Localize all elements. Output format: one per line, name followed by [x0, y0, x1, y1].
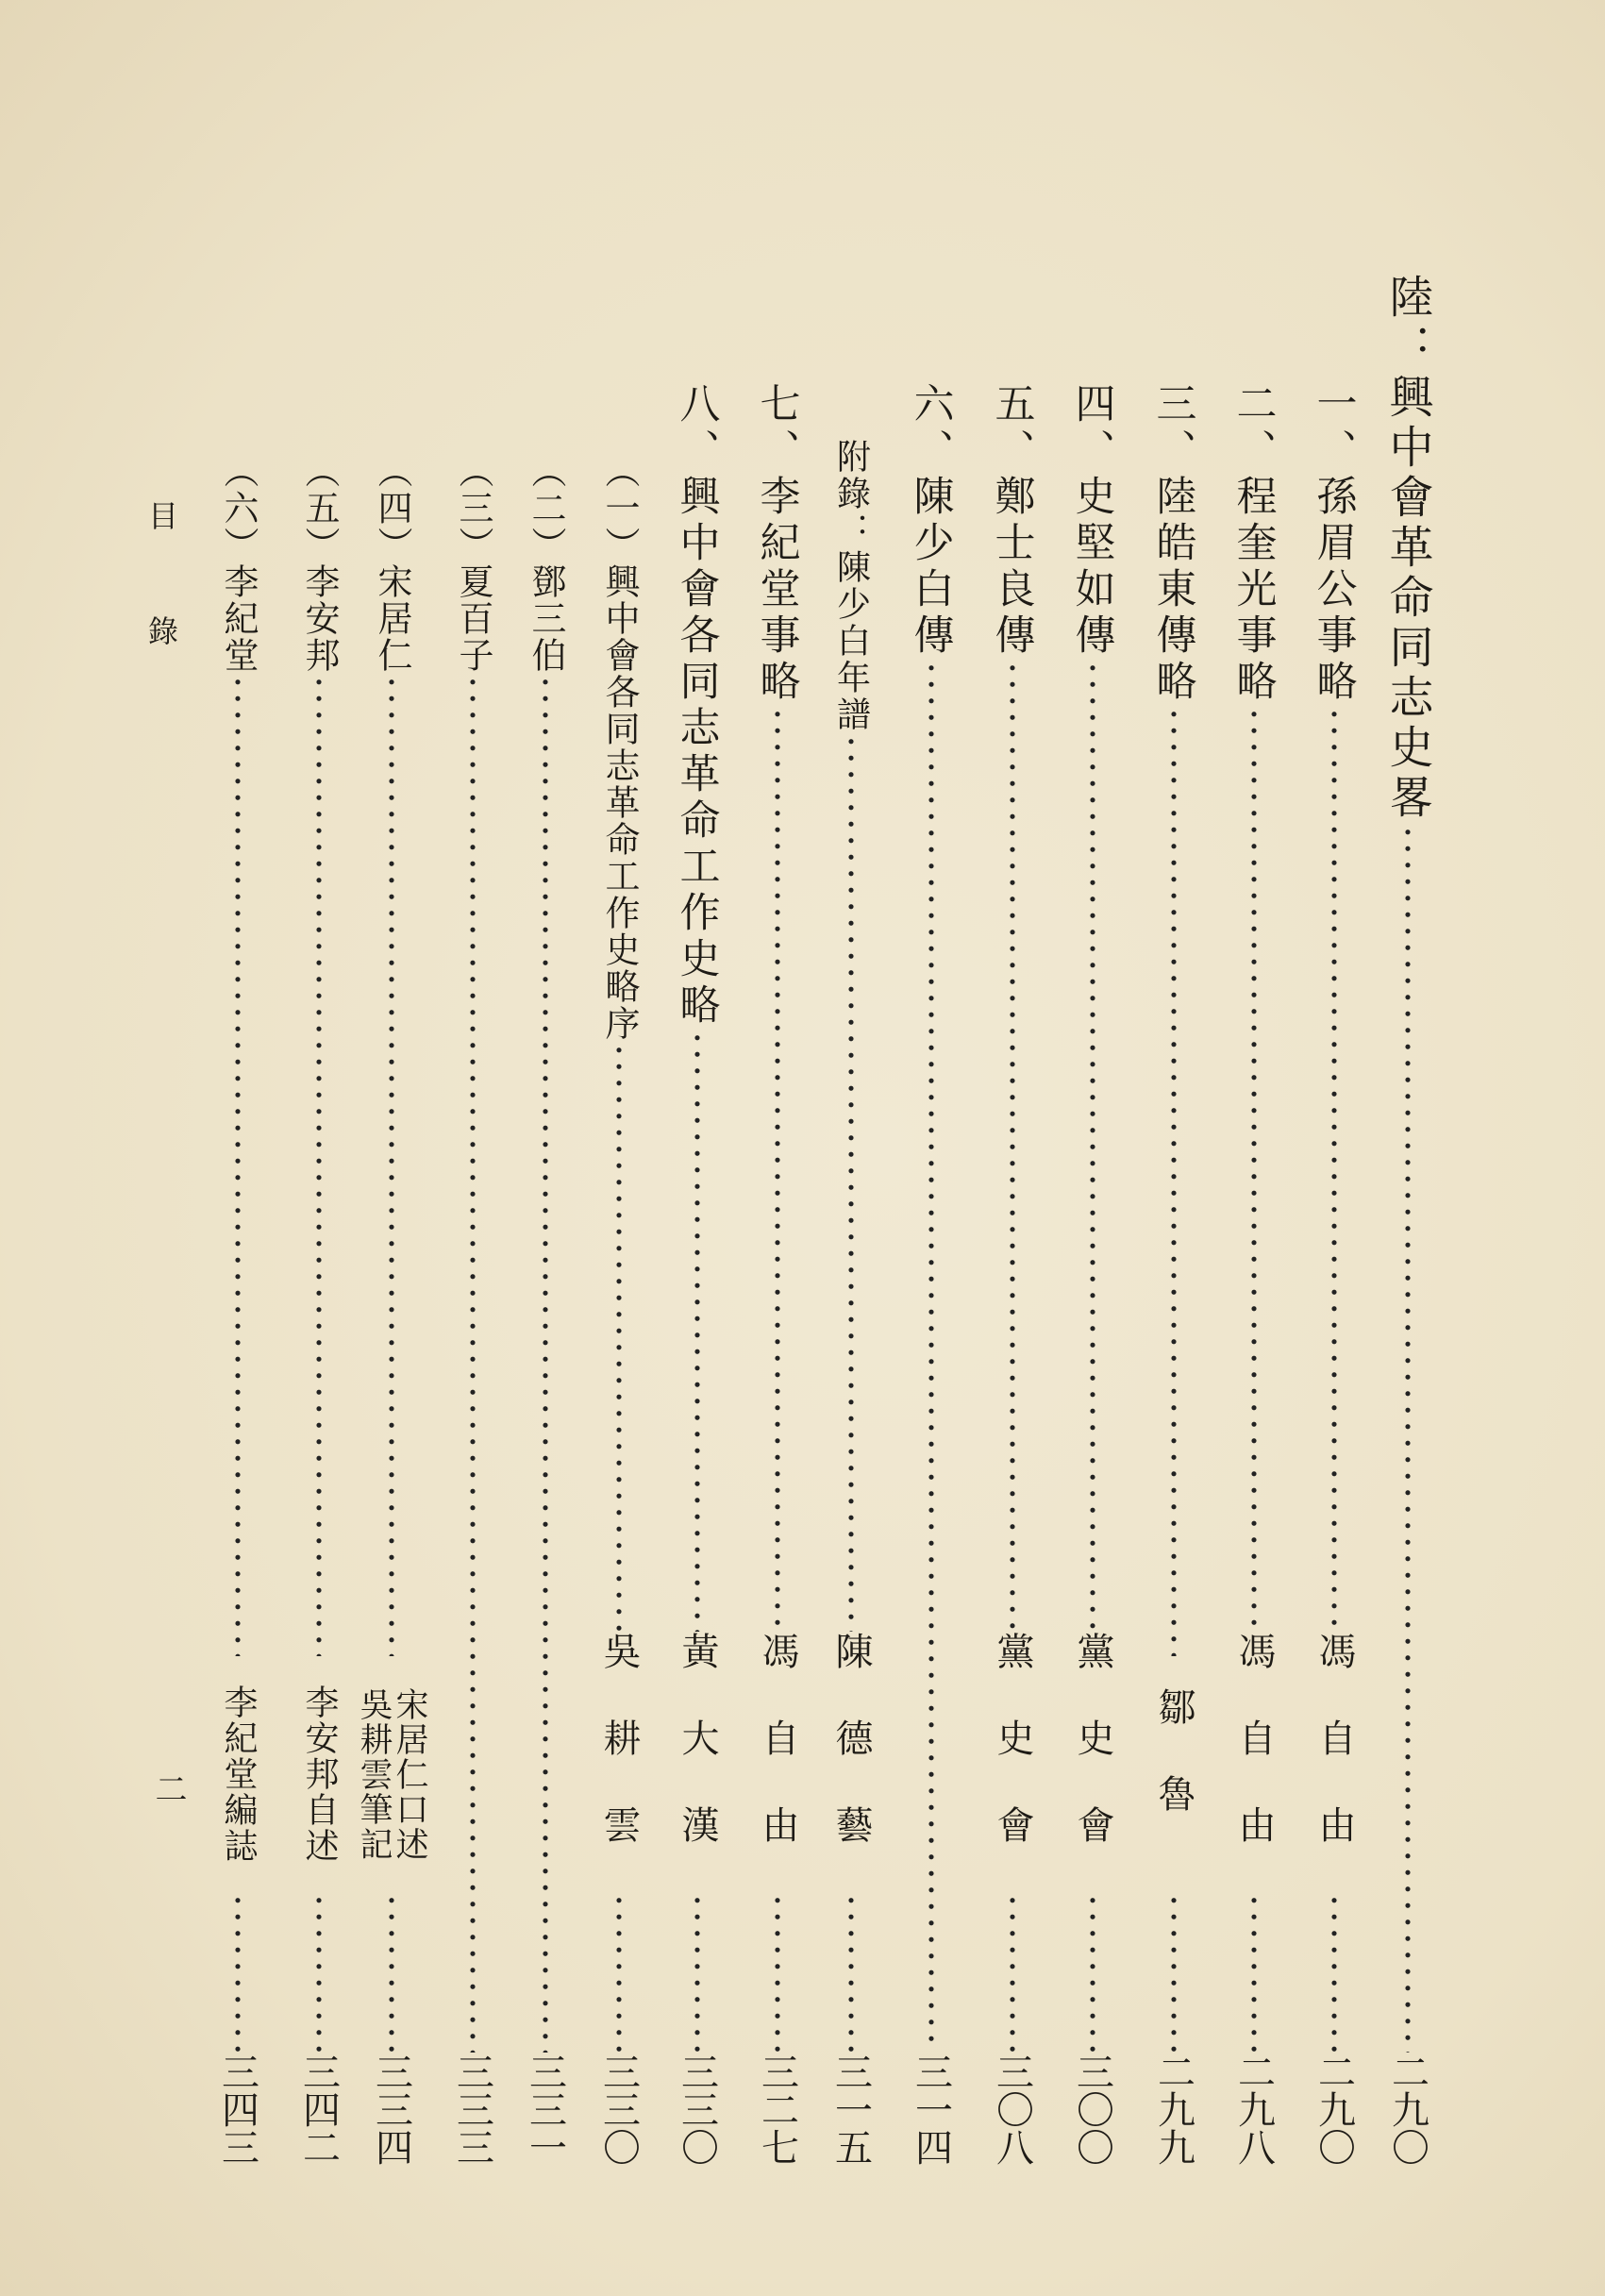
leader-dots [389, 674, 394, 1656]
page-number: 三三四 [369, 2053, 413, 2166]
page-number: 三〇〇 [1070, 2053, 1114, 2166]
leader-dots [543, 674, 548, 2053]
entry-title: （四）宋居仁 [372, 453, 412, 674]
page-number: 三一五 [828, 2053, 873, 2166]
leader-dots [316, 1892, 322, 2053]
leader-dots [1251, 706, 1257, 1632]
entry-author [1232, 1632, 1276, 1892]
author-line: 李安邦自述 [300, 1684, 339, 1864]
leader-dots [928, 660, 934, 2053]
entry-author [676, 1632, 719, 1892]
leader-dots [470, 674, 476, 2053]
toc-entry[interactable] [753, 382, 802, 2170]
author-line: 馮自由 [1312, 1632, 1356, 1892]
footer-page-number: 二 [149, 1772, 187, 1804]
entry-title: 二、程奎光事略 [1229, 382, 1278, 706]
toc-entry[interactable] [988, 382, 1037, 2170]
toc-entry[interactable] [355, 453, 428, 2170]
entry-title: （六）李紀堂 [218, 453, 259, 674]
leader-dots [775, 1892, 780, 2053]
entry-title: 六、陳少白傳 [907, 382, 955, 660]
entry-title: （三）夏百子 [453, 453, 493, 674]
toc-entry[interactable] [213, 453, 262, 2170]
leader-dots [1171, 1892, 1177, 2053]
leader-dots [235, 1892, 241, 2053]
page-number: 三三三 [450, 2053, 494, 2166]
entry-title: 五、鄭士良傳 [988, 382, 1036, 660]
page-number: 三三一 [523, 2053, 567, 2166]
entry-title: （一）興中會各同志革命工作史略序 [599, 453, 640, 1042]
entry-author [597, 1632, 641, 1892]
page-number: 三二七 [755, 2053, 799, 2166]
entry-title: （五）李安邦 [299, 453, 340, 674]
leader-dots [694, 1030, 700, 1632]
leader-dots [848, 733, 854, 1632]
leader-dots [1251, 1892, 1257, 2053]
entry-author [1312, 1632, 1356, 1892]
section-title: 陸：興中會革命同志史畧 [1381, 274, 1434, 824]
author-line: 黨史會 [1071, 1632, 1114, 1892]
author-line: 馮自由 [756, 1632, 799, 1892]
toc-entry[interactable] [1068, 382, 1117, 2170]
toc-entry[interactable] [1229, 382, 1279, 2170]
leader-dots [1090, 1892, 1095, 2053]
entry-author [1152, 1656, 1195, 1892]
leader-dots [775, 706, 780, 1632]
toc-entry[interactable] [827, 439, 876, 2170]
leader-dots [1405, 824, 1411, 2053]
leader-dots [235, 674, 241, 1656]
author-line: 陳德藝 [829, 1632, 873, 1892]
page-number: 三一四 [909, 2053, 953, 2166]
leader-dots [616, 1892, 622, 2053]
leader-dots [694, 1892, 700, 2053]
entry-title: 三、陸皓東傳略 [1149, 382, 1197, 706]
entry-author [356, 1656, 427, 1892]
toc-entry[interactable] [594, 453, 644, 2170]
footer-label: 目錄 [143, 500, 179, 730]
entry-author [829, 1632, 873, 1892]
page-number: 二九八 [1231, 2053, 1276, 2166]
entry-author [297, 1656, 341, 1892]
entry-title: 附錄：陳少白年譜 [831, 439, 871, 733]
toc-entry[interactable] [521, 453, 570, 2170]
author-line: 吳耕雲筆記 [355, 1686, 393, 1862]
toc-entry[interactable] [673, 382, 722, 2170]
leader-dots [316, 674, 322, 1656]
entry-title: 八、興中會各同志革命工作史略 [673, 382, 721, 1030]
entry-title: 七、李紀堂事略 [753, 382, 801, 706]
author-line: 鄒魯 [1152, 1687, 1195, 1861]
page-number: 三三〇 [596, 2053, 641, 2166]
page-number: 三四三 [215, 2053, 259, 2166]
author-line: 馮自由 [1232, 1632, 1276, 1892]
entry-title: （二）鄧三伯 [526, 453, 566, 674]
leader-dots [1331, 1892, 1337, 2053]
entry-title: 一、孫眉公事略 [1310, 382, 1358, 706]
toc-entry[interactable] [907, 382, 956, 2170]
entry-author [756, 1632, 799, 1892]
page-number: 三三〇 [675, 2053, 719, 2166]
leader-dots [1090, 660, 1095, 1632]
author-line: 黃大漢 [676, 1632, 719, 1892]
leader-dots [1171, 706, 1177, 1656]
leader-dots [616, 1042, 622, 1632]
toc-entry[interactable] [1310, 382, 1359, 2170]
author-line: 李紀堂編誌 [219, 1684, 258, 1864]
entry-author [991, 1632, 1034, 1892]
author-line: 吳耕雲 [597, 1632, 641, 1892]
author-line: 黨史會 [991, 1632, 1034, 1892]
page-number: 三四二 [296, 2053, 341, 2166]
leader-dots [1010, 1892, 1015, 2053]
page-number: 二九九 [1151, 2053, 1195, 2166]
author-line: 宋居仁口述 [391, 1686, 428, 1862]
page-number: 二九〇 [1385, 2053, 1429, 2166]
toc-entry[interactable] [1149, 382, 1198, 2170]
leader-dots [389, 1892, 394, 2053]
toc-entry[interactable] [448, 453, 497, 2170]
leader-dots [1010, 660, 1015, 1632]
toc-entry[interactable] [294, 453, 343, 2170]
entry-author [216, 1656, 259, 1892]
leader-dots [1331, 706, 1337, 1632]
entry-title: 四、史堅如傳 [1068, 382, 1116, 660]
leader-dots [848, 1892, 854, 2053]
section-heading[interactable] [1383, 274, 1432, 2170]
page-number: 二九〇 [1312, 2053, 1356, 2166]
page-number: 三〇八 [990, 2053, 1034, 2166]
entry-author [1071, 1632, 1114, 1892]
